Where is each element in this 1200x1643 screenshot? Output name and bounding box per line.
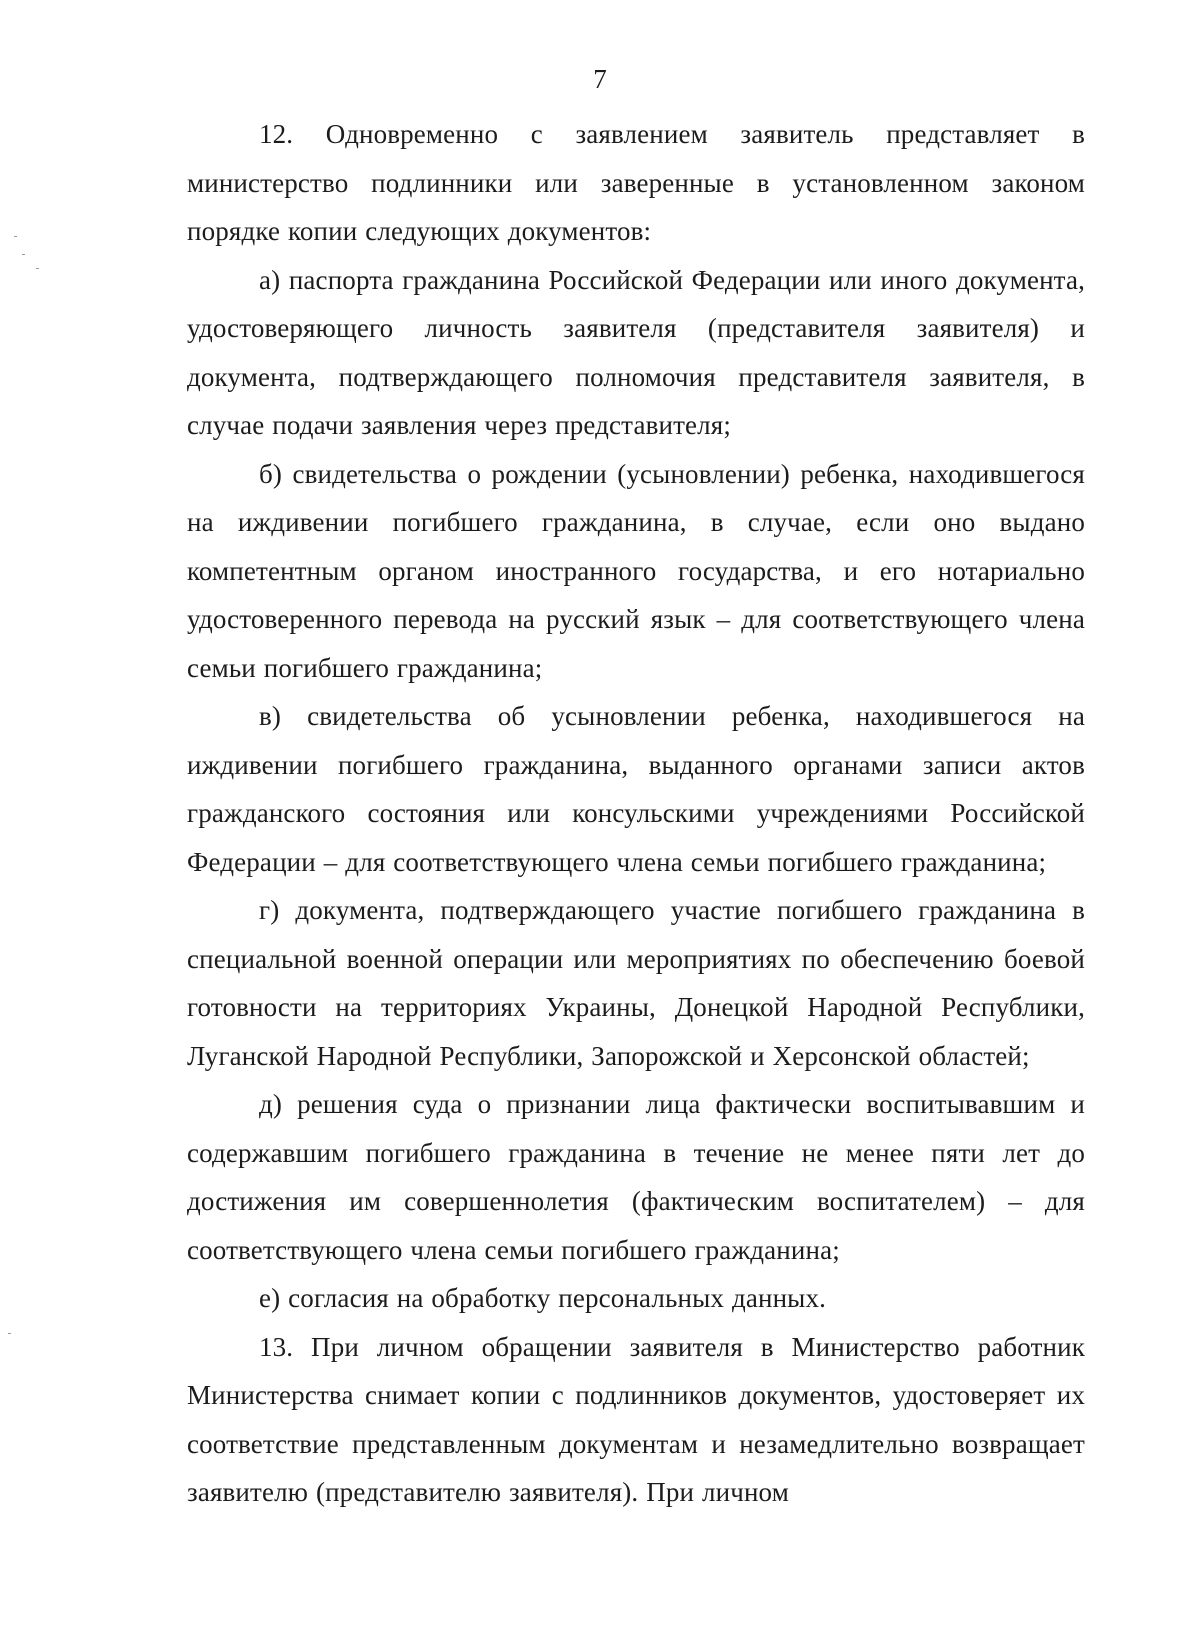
document-body <box>187 110 1085 1517</box>
scan-margin-mark <box>22 254 25 255</box>
scan-margin-mark <box>36 268 39 269</box>
paragraph-12: 12. Одновременно с заявлением заявитель представляет в министерство подлинники или заверенные в установленном законом порядке копии следующих документов: <box>187 119 1085 246</box>
paragraph-item-d: д) решения суда о признании лица фактически воспитывавшим и содержавшим погибшего гражданина в течение не менее пяти лет до достижения им совершеннолетия (фактическим воспитателем) – для соответствующего члена семьи погибшего гражданина; <box>187 1089 1085 1265</box>
paragraph-item-e: е) согласия на обработку персональных данных. <box>259 1283 827 1313</box>
paragraph-item-b: б) свидетельства о рождении (усыновлении) ребенка, находившегося на иждивении погибшего гражданина, в случае, если оно выдано компетентным органом иностранного государства, и его нотариально удостоверенного перевода на русский язык – для соответствующего члена семьи погибшего гражданина; <box>187 458 1085 683</box>
paragraph-item-a: а) паспорта гражданина Российской Федерации или иного документа, удостоверяющего личность заявителя (представителя заявителя) и документа, подтверждающего полномочия представителя заявителя, в случае подачи заявления через представителя; <box>187 264 1085 440</box>
paragraph-item-g: г) документа, подтверждающего участие погибшего гражданина в специальной военной операции или мероприятиях по обеспечению боевой готовности на территориях Украины, Донецкой Народной Республики, Луганской Народной Республики, Запорожской и Херсонской областей; <box>187 895 1085 1071</box>
paragraph-item-v: в) свидетельства об усыновлении ребенка, находившегося на иждивении погибшего гражданина, выданного органами записи актов гражданского состояния или консульскими учреждениями Российской Федерации – для соответствующего члена семьи погибшего гражданина; <box>187 701 1085 877</box>
paragraph-13: 13. При личном обращении заявителя в Министерство работник Министерства снимает копии с подлинников документов, удостоверяет их соответствие представленным документам и незамедлительно возвращает заявителю (представителю заявителя). При личном <box>187 1331 1085 1507</box>
scan-margin-mark <box>14 236 17 237</box>
scan-margin-mark <box>8 1333 11 1334</box>
page-number: 7 <box>593 64 607 94</box>
